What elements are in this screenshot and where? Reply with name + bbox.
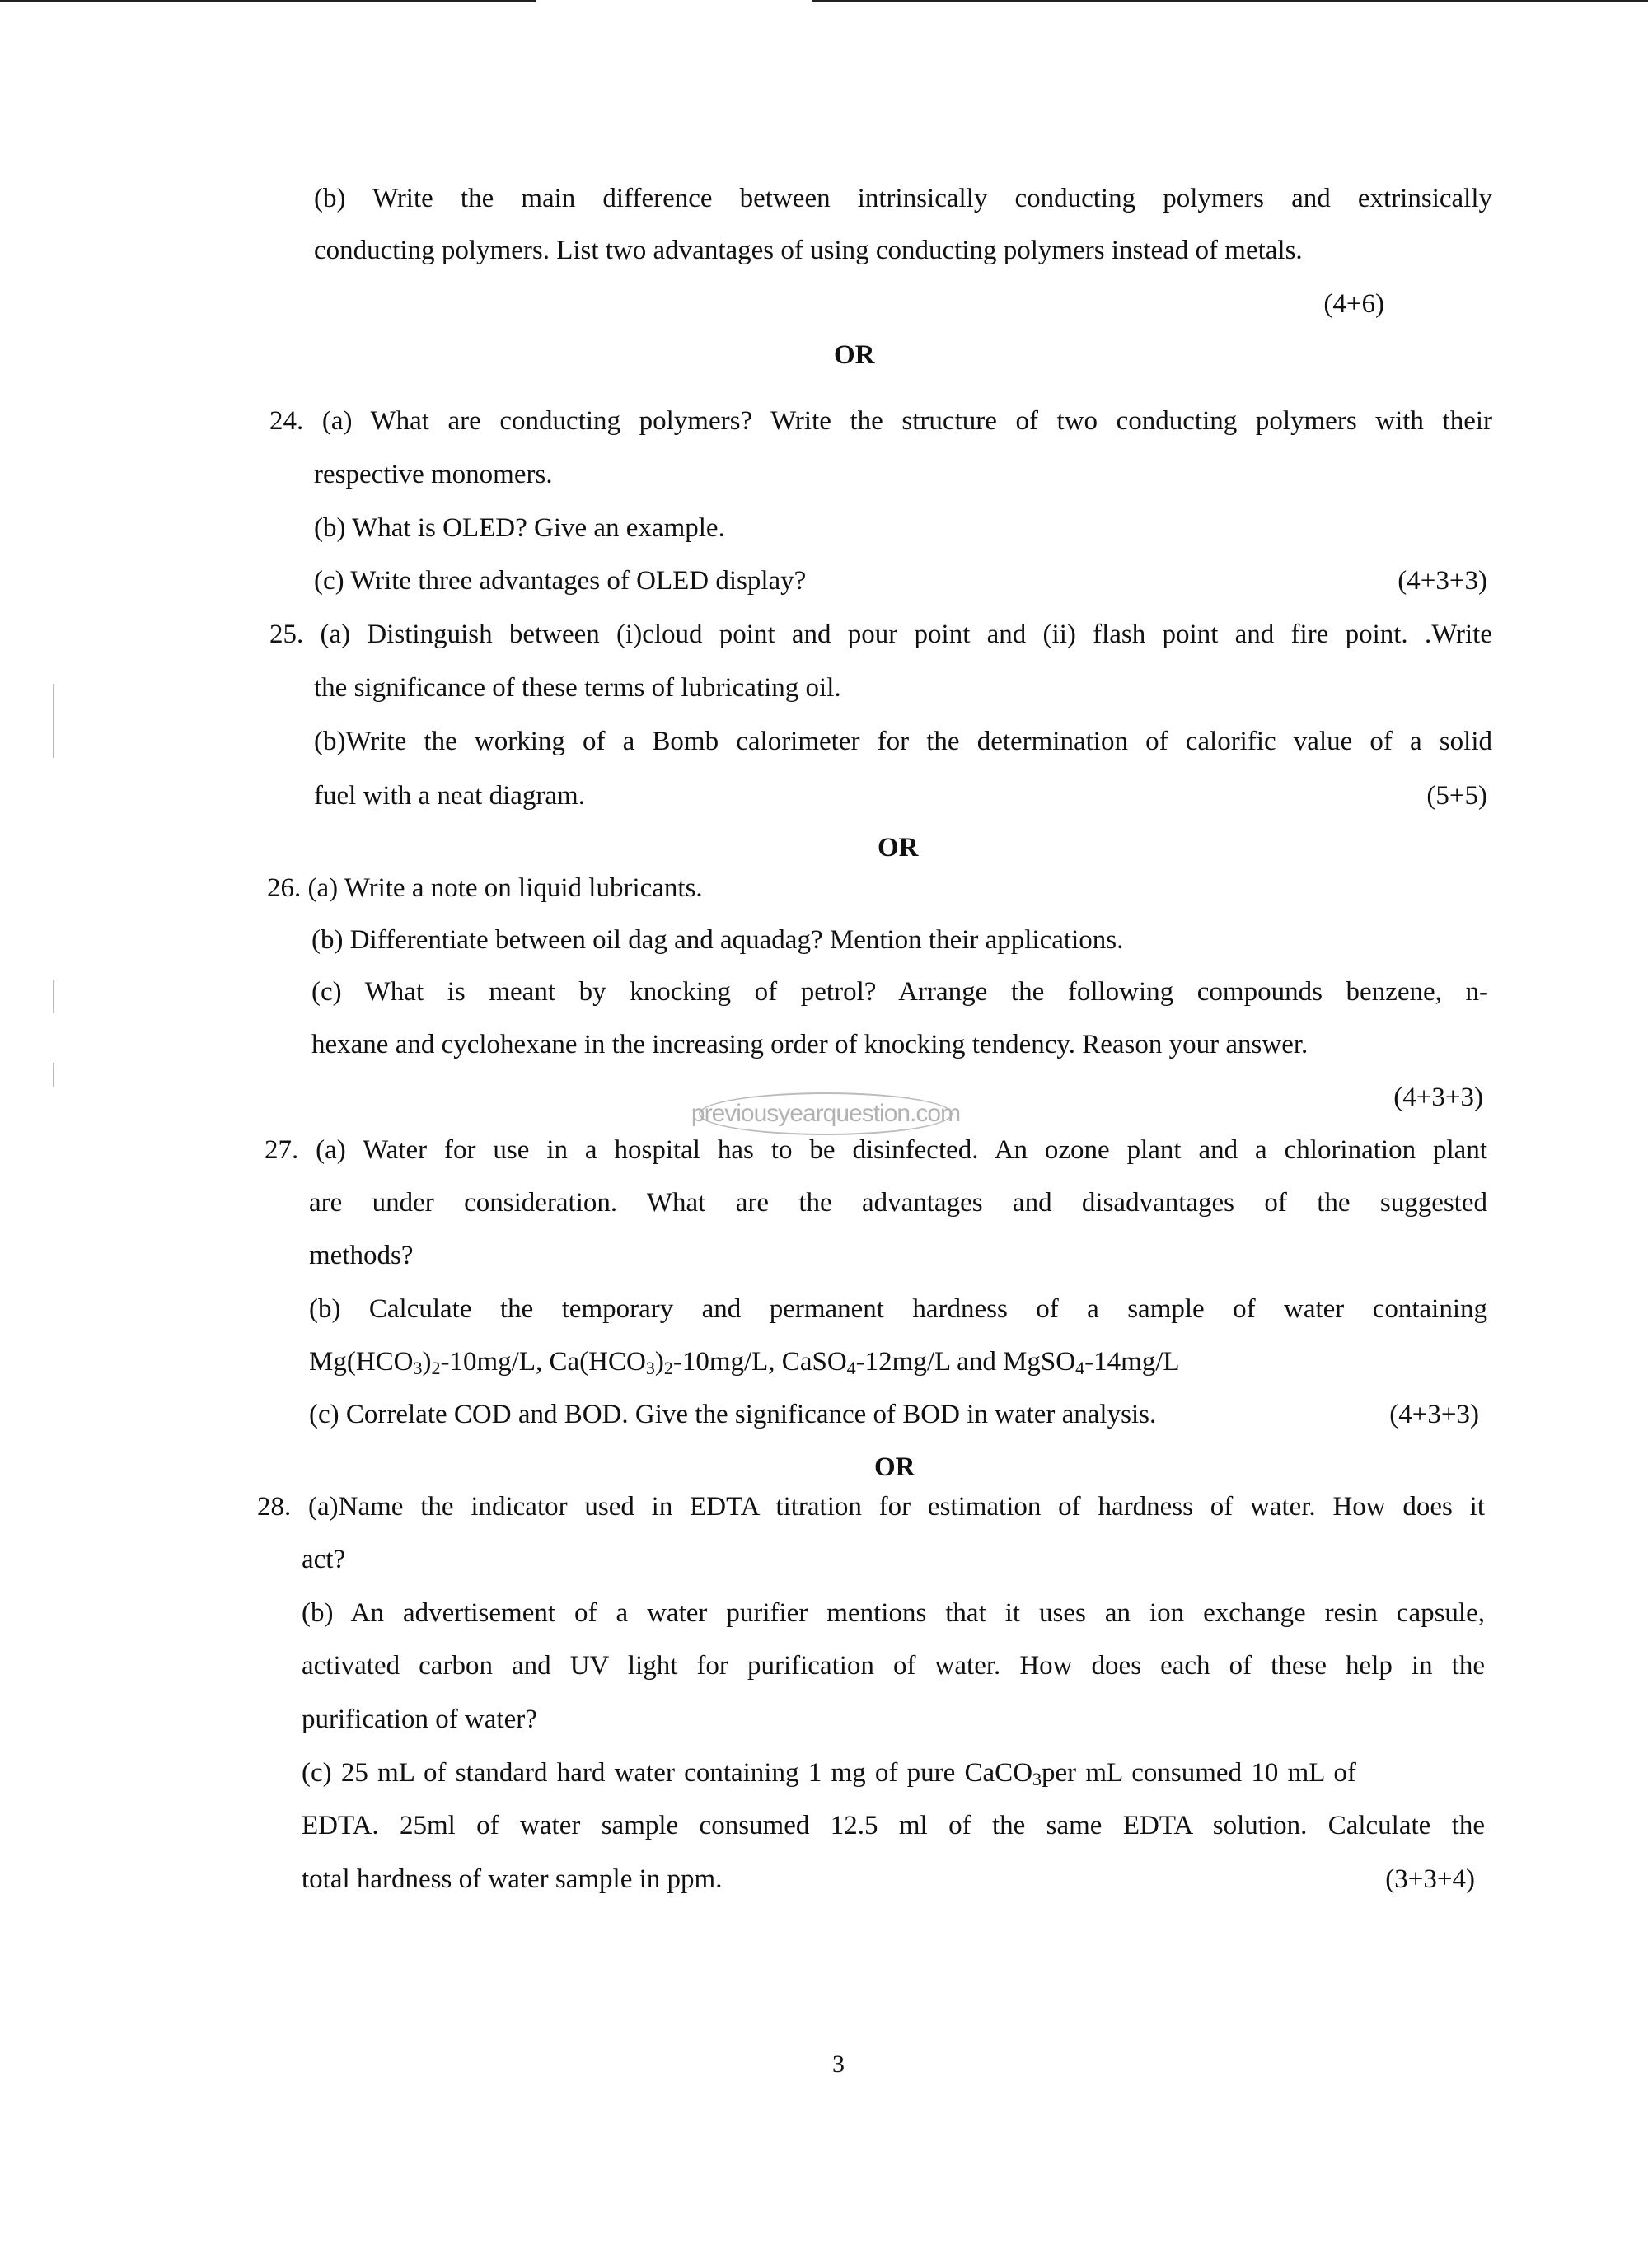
- q24b: (b) What is OLED? Give an example.: [314, 513, 725, 543]
- subscript: 2: [431, 1358, 441, 1378]
- q27c: (c) Correlate COD and BOD. Give the significance of BOD in water analysis.: [309, 1400, 1157, 1429]
- q27-marks: (4+3+3): [1389, 1400, 1479, 1429]
- q28b-line-2: activated carbon and UV light for purification of water. How does each of these help in the: [302, 1651, 1485, 1681]
- watermark-logo: previousyearquestion.com: [699, 1092, 953, 1135]
- q28a-line-2: act?: [302, 1545, 346, 1574]
- q28-marks: (3+3+4): [1385, 1864, 1475, 1894]
- q26-marks: (4+3+3): [1393, 1083, 1483, 1112]
- q25-marks: (5+5): [1426, 781, 1487, 811]
- or-separator: OR: [874, 1452, 915, 1482]
- q25b-line-2: fuel with a neat diagram.: [314, 781, 585, 811]
- subscript: 2: [663, 1358, 673, 1378]
- q27b-line-1: (b) Calculate the temporary and permanent hardness of a sample of water containing: [309, 1294, 1487, 1324]
- scan-edge-mark: [53, 684, 54, 758]
- subscript: 3: [413, 1358, 423, 1378]
- q24c: (c) Write three advantages of OLED display?: [314, 566, 807, 596]
- q28b-line-1: (b) An advertisement of a water purifier mentions that it uses an ion exchange resin capsule,: [302, 1598, 1485, 1628]
- q26a: 26. (a) Write a note on liquid lubricants.: [267, 873, 703, 903]
- subscript: 4: [846, 1358, 856, 1378]
- top-rule-right: [812, 0, 1648, 2]
- q24a-line-2: respective monomers.: [314, 460, 553, 489]
- q25a-line-2: the significance of these terms of lubricating oil.: [314, 673, 841, 703]
- q24-marks: (4+3+3): [1398, 566, 1487, 596]
- formula-text: ): [422, 1347, 432, 1377]
- scan-edge-mark: [53, 1063, 54, 1087]
- q25b-line-1: (b)Write the working of a Bomb calorimeter for the determination of calorific value of a solid: [314, 727, 1492, 756]
- scan-edge-mark: [53, 980, 54, 1013]
- top-rule-left: [0, 0, 536, 2]
- q26c-line-2: hexane and cyclohexane in the increasing order of knocking tendency. Reason your answer.: [311, 1030, 1309, 1059]
- q24a-line-1: 24. (a) What are conducting polymers? Write the structure of two conducting polymers with their: [269, 406, 1492, 436]
- q28c-line-1: [302, 1756, 1485, 1789]
- q23b-line-1: (b) Write the main difference between intrinsically conducting polymers and extrinsically: [314, 184, 1492, 213]
- q28a-line-1: 28. (a)Name the indicator used in EDTA titration for estimation of hardness of water. How does it: [257, 1492, 1485, 1522]
- q28b-line-3: purification of water?: [302, 1705, 537, 1734]
- question-text: (c) 25 mL of standard hard water containing 1 mg of pure CaCO: [302, 1758, 1033, 1788]
- question-text: per mL consumed 10 mL of: [1042, 1758, 1356, 1788]
- q26c-line-1: (c) What is meant by knocking of petrol? Arrange the following compounds benzene, n-: [311, 977, 1488, 1007]
- formula-text: ): [654, 1347, 664, 1377]
- q28c-line-2: EDTA. 25ml of water sample consumed 12.5 ml of the same EDTA solution. Calculate the: [302, 1811, 1485, 1840]
- q28c-line-3: total hardness of water sample in ppm.: [302, 1864, 723, 1894]
- formula-text: -10mg/L, Ca(HCO: [440, 1347, 646, 1377]
- q26b: (b) Differentiate between oil dag and aquadag? Mention their applications.: [311, 925, 1124, 955]
- subscript: 4: [1075, 1358, 1085, 1378]
- formula-text: -10mg/L, CaSO: [672, 1347, 847, 1377]
- formula-text: -14mg/L: [1084, 1347, 1180, 1377]
- q23-marks: (4+6): [1323, 289, 1384, 319]
- subscript: 3: [645, 1358, 655, 1378]
- q27b-line-2: [309, 1345, 1180, 1378]
- q27a-line-3: methods?: [309, 1241, 414, 1270]
- formula-text: -12mg/L and MgSO: [855, 1347, 1076, 1377]
- or-separator: OR: [878, 833, 919, 863]
- page-number: 3: [832, 2051, 845, 2078]
- q27a-line-2: are under consideration. What are the advantages and disadvantages of the suggested: [309, 1188, 1487, 1218]
- or-separator: OR: [834, 340, 875, 370]
- formula-text: Mg(HCO: [309, 1347, 414, 1377]
- subscript: 3: [1032, 1769, 1042, 1789]
- q25a-line-1: 25. (a) Distinguish between (i)cloud point and pour point and (ii) flash point and fire point. .Write: [269, 620, 1492, 649]
- q23b-line-2: conducting polymers. List two advantages of using conducting polymers instead of metals.: [314, 236, 1303, 265]
- q27a-line-1: 27. (a) Water for use in a hospital has to be disinfected. An ozone plant and a chlorination plant: [265, 1135, 1487, 1165]
